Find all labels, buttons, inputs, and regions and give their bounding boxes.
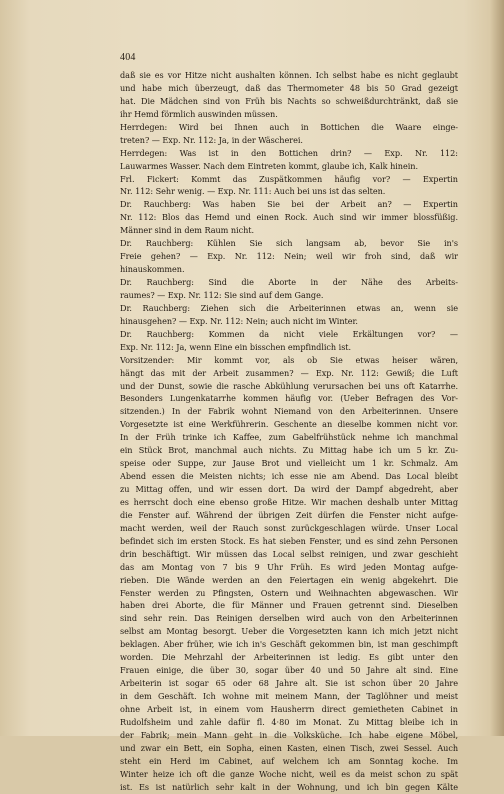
text-line: Frl. Fickert: Kommt das Zuspätkommen häufig vor? — Expertin bbox=[120, 173, 458, 184]
text-line: der Fabrik; mein Mann geht in die Volksküche. Ich habe eigene Möbel, bbox=[120, 729, 458, 740]
text-line: Lauwarmes Wasser. Nach dem Eintreten kommt, glaube ich, Kalk hinein. bbox=[120, 160, 419, 171]
text-line: Fenster werden zu Pfingsten, Ostern und Weihnachten abgewaschen. Wir bbox=[120, 587, 458, 598]
text-line: in dem Geschäft. Ich wohne mit meinem Mann, der Taglöhner und meist bbox=[120, 691, 458, 701]
text-line: steht ein Herd im Cabinet, auf welchem ich am Sonntag koche. Im bbox=[120, 755, 458, 766]
text-line: das am Montag von 7 bis 9 Uhr Früh. Es wird jeden Montag aufge- bbox=[120, 561, 458, 572]
text-line: zu Mittag offen, und wir essen dort. Da wird der Dampf abgedreht, aber bbox=[120, 484, 458, 494]
text-line: rieben. Die Wände werden an den Feiertagen ein wenig abgekehrt. Die bbox=[120, 574, 458, 585]
text-line: sind sehr rein. Das Reinigen derselben wird auch von den Arbeiterinnen bbox=[120, 613, 458, 624]
text-line: Dr. Rauchberg: Kühlen Sie sich langsam ab, bevor Sie in's bbox=[120, 238, 458, 249]
text-line: Nr. 112: Sehr wenig. — Exp. Nr. 111: Auch bei uns ist das selten. bbox=[120, 186, 386, 197]
text-line: befindet sich im ersten Stock. Es hat sieben Fenster, und es sind zehn Personen bbox=[120, 535, 458, 546]
text-line: hat. Die Mädchen sind von Früh bis Nachts so schweißdurchtränkt, daß sie bbox=[120, 95, 458, 106]
text-line: worden. Die Mehrzahl der Arbeiterinnen ist ledig. Es gibt unter den bbox=[120, 652, 458, 663]
text-line: raumes? — Exp. Nr. 112: Sie sind auf dem Gange. bbox=[120, 289, 324, 300]
text-line: Dr. Rauchberg: Was haben Sie bei der Arbeit an? — Expertin bbox=[120, 199, 458, 210]
text-line: und habe mich überzeugt, daß das Thermometer 48 bis 50 Grad gezeigt bbox=[120, 82, 458, 93]
text-line: ein Stück Brot, manchmal auch nichts. Zu Mittag habe ich um 5 kr. Zu- bbox=[120, 445, 458, 456]
text-line: speise oder Suppe, zur Jause Brot und vielleicht um 1 kr. Schmalz. Am bbox=[120, 458, 458, 469]
text-line: Vorsitzender: Mir kommt vor, als ob Sie etwas heiser wären, bbox=[120, 354, 458, 365]
text-line: Winter heize ich oft die ganze Woche nicht, weil es da meist schon zu spät bbox=[120, 768, 458, 779]
text-line: Rudolfsheim und zahle dafür fl. 4·80 im Monat. Zu Mittag bleibe ich in bbox=[120, 716, 458, 727]
text-line: und der Dunst, sowie die rasche Abkühlung verursachen bei uns oft Katarrhe. bbox=[120, 380, 458, 391]
text-line: es herrscht doch eine ebenso große Hitze. Wir machen deshalb unter Mittag bbox=[120, 496, 458, 507]
text-line: Dr. Rauchberg: Sind die Aborte in der Nähe des Arbeits- bbox=[120, 277, 458, 287]
text-line: ihr Hemd förmlich auswinden müssen. bbox=[120, 108, 278, 119]
text-line: Freie gehen? — Exp. Nr. 112: Nein; weil wir froh sind, daß wir bbox=[120, 251, 458, 262]
text-line: Frauen einige, die über 30, sogar über 40 und 50 Jahre alt sind. Eine bbox=[120, 665, 458, 676]
text-line: Vorgesetzte ist eine Werkführerin. Geschente an dieselbe kommen nicht vor. bbox=[120, 419, 458, 430]
text-line: und zwar ein Bett, ein Sopha, einen Kasten, einen Tisch, zwei Sessel. Auch bbox=[120, 742, 458, 753]
text-line: In der Früh trinke ich Kaffee, zum Gabelfrühstück nehme ich manchmal bbox=[120, 432, 458, 443]
page-number: 404 bbox=[120, 52, 136, 63]
text-line: selbst am Montag besorgt. Ueber die Vorgesetzten kann ich mich jetzt nicht bbox=[120, 626, 458, 637]
text-line: ist. Es ist natürlich sehr kalt in der Wohnung, und ich bin gegen Kälte bbox=[120, 781, 458, 792]
text-line: hinauskommen. bbox=[120, 264, 185, 275]
page-body-text bbox=[120, 69, 458, 794]
text-line: Exp. Nr. 112: Ja, wenn Eine ein bisschen empfindlich ist. bbox=[120, 341, 352, 352]
text-line: Dr. Rauchberg: Ziehen sich die Arbeiterinnen etwas an, wenn sie bbox=[120, 302, 458, 313]
page-edge-shadow bbox=[490, 0, 504, 736]
text-line: treten? — Exp. Nr. 112: Ja, in der Wäscherei. bbox=[120, 134, 303, 145]
text-line: macht werden, weil der Rauch sonst zurückgeschlagen würde. Unser Local bbox=[120, 522, 458, 533]
text-line: die Fenster auf. Während der übrigen Zeit dürfen die Fenster nicht aufge- bbox=[120, 509, 458, 520]
text-line: Besonders Lungenkatarrhe kommen häufig vor. (Ueber Befragen des Vor- bbox=[120, 393, 458, 404]
text-line: Männer sind in dem Raum nicht. bbox=[120, 225, 255, 236]
text-line: daß sie es vor Hitze nicht aushalten können. Ich selbst habe es nicht geglaubt bbox=[120, 70, 458, 80]
text-line: hinausgehen? — Exp. Nr. 112: Nein; auch nicht im Winter. bbox=[120, 315, 358, 326]
text-line: Herrdegen: Wird bei Ihnen auch in Bottichen die Waare einge- bbox=[120, 121, 458, 132]
text-line: hängt das mit der Arbeit zusammen? — Exp. Nr. 112: Gewiß; die Luft bbox=[120, 367, 458, 378]
text-line: sitzenden.) In der Fabrik wohnt Niemand von den Arbeiterinnen. Unsere bbox=[120, 406, 458, 417]
text-line: Dr. Rauchberg: Kommen da nicht viele Erkältungen vor? — bbox=[120, 328, 458, 339]
text-line: Arbeiterin ist sogar 65 oder 68 Jahre alt. Sie ist schon über 20 Jahre bbox=[120, 678, 458, 689]
text-line: ohne Arbeit ist, in einem vom Hausherrn direct gemietheten Cabinet in bbox=[120, 703, 458, 714]
text-line: Nr. 112: Blos das Hemd und einen Rock. Auch sind wir immer blossfüßig. bbox=[120, 212, 458, 223]
text-line: haben drei Aborte, die für Männer und Frauen getrennt sind. Dieselben bbox=[120, 600, 458, 611]
text-line: Herrdegen: Was ist in den Bottichen drin? — Exp. Nr. 112: bbox=[120, 147, 458, 158]
text-line: drin beschäftigt. Wir müssen das Local selbst reinigen, und zwar geschieht bbox=[120, 548, 458, 559]
text-line: beklagen. Aber früher, wie ich in's Geschäft gekommen bin, ist man geschimpft bbox=[120, 639, 458, 650]
text-line: Abend essen die Meisten nichts; ich esse nie am Abend. Das Local bleibt bbox=[120, 471, 458, 482]
